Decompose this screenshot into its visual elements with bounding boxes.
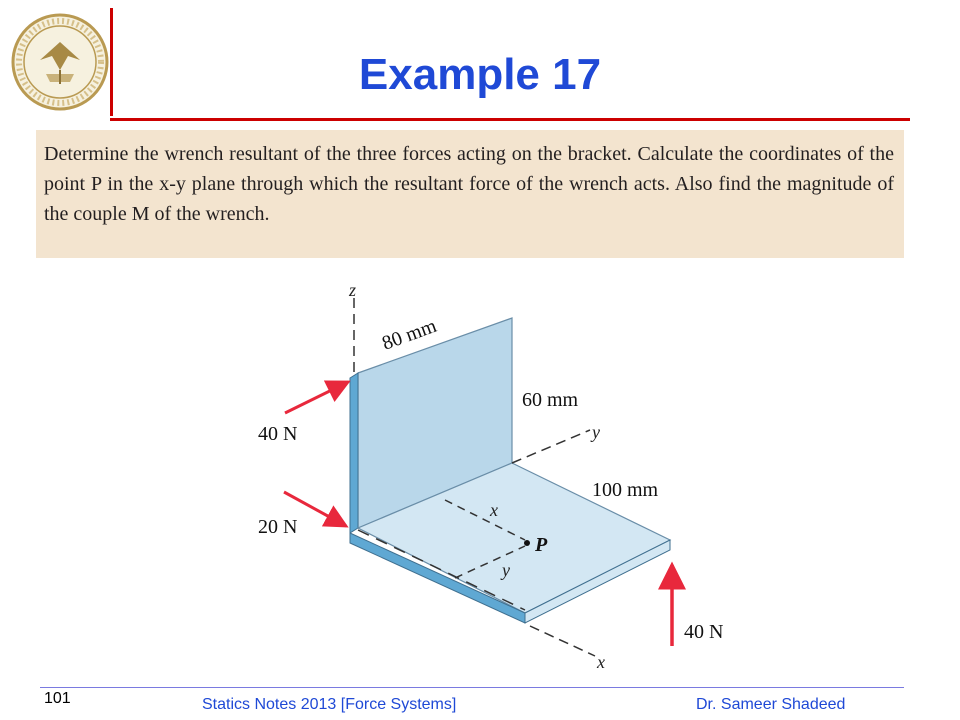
- axis-label-y-top: y: [592, 422, 600, 442]
- force-label-top: 40 N: [258, 423, 298, 445]
- bracket-figure: [240, 278, 760, 678]
- footer-course: Statics Notes 2013 [Force Systems]: [202, 696, 457, 713]
- y-axis-line: [512, 430, 590, 463]
- footer-rule: [40, 687, 904, 688]
- problem-text: Determine the wrench resultant of the three forces acting on the bracket. Calculate the coordinates of the point P in the x-y plane through which the resultant force of the wrench acts. Also find the magnitude of the couple M of the wrench.: [44, 143, 894, 225]
- dimension-60mm: 60 mm: [522, 389, 579, 411]
- axis-label-z: z: [349, 280, 357, 300]
- axis-label-x-bottom: x: [597, 652, 605, 672]
- axis-label-x-mid: x: [490, 500, 498, 520]
- force-label-bottom: 40 N: [684, 621, 724, 643]
- footer-author: Dr. Sameer Shadeed: [696, 696, 846, 713]
- problem-statement: [36, 130, 904, 258]
- dimension-100mm: 100 mm: [592, 479, 659, 501]
- point-p-marker: [524, 540, 530, 546]
- slide-title: Example 17: [358, 50, 602, 99]
- axis-label-y-mid: y: [502, 560, 510, 580]
- page-number: 101: [44, 690, 71, 707]
- dimension-80mm: 80 mm: [379, 314, 440, 355]
- header-horizontal-rule: [110, 118, 910, 121]
- point-p-label: P: [535, 534, 548, 556]
- x-axis-outer-line: [530, 626, 595, 656]
- vertical-plate-edge: [350, 373, 358, 533]
- force-arrow-top: [285, 382, 348, 413]
- force-label-middle: 20 N: [258, 516, 298, 538]
